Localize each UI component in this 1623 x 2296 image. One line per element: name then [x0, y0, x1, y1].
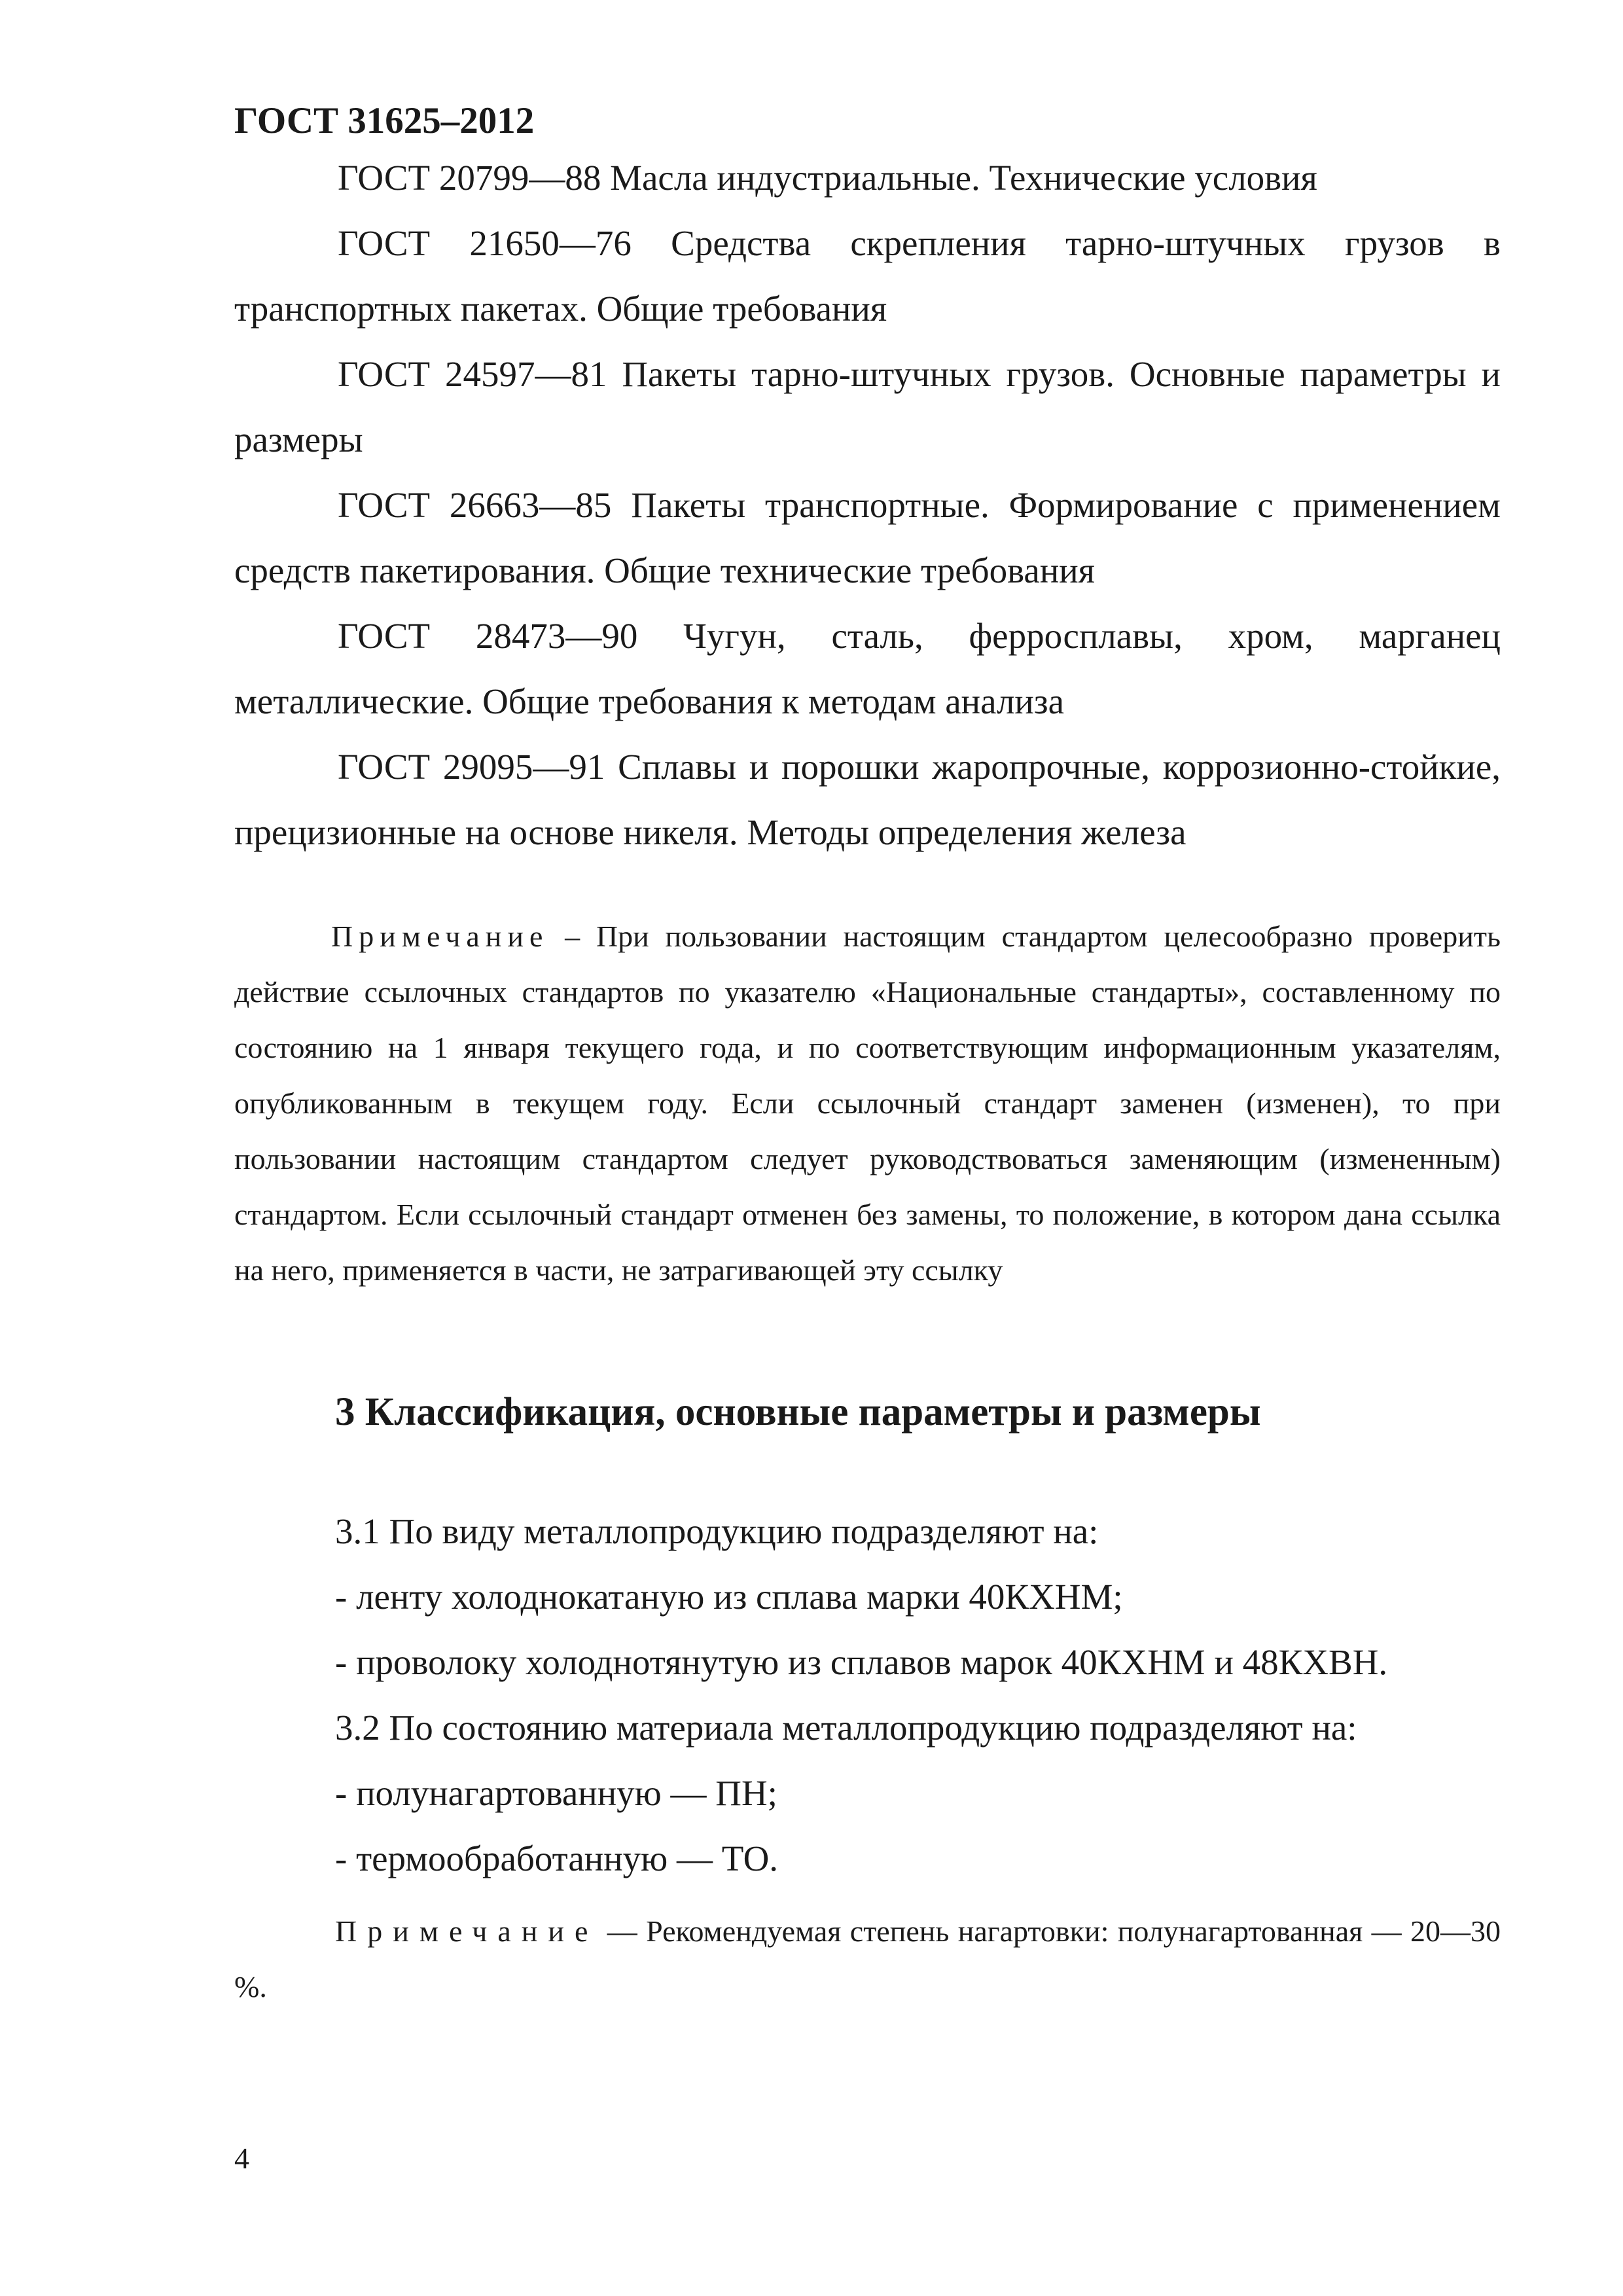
list-item: - проволоку холоднотянутую из сплавов марок 40КХНМ и 48КХВН.: [335, 1642, 1388, 1682]
running-header: ГОСТ 31625–2012: [234, 100, 535, 141]
classification-note: [234, 1903, 1501, 2015]
references-note: [234, 908, 1501, 1298]
note-text: – При пользовании настоящим стандартом целесообразно проверить действие ссылочных стандартов по указателю «Национальные стандарты», составленному по состоянию на 1 января текущего года, и по соответствующим информационным указателям, опубликованным в текущем году. Если ссылочный стандарт заменен (изменен), то при пользовании настоящим стандартом следует руководствоваться заменяющим (измененным) стандартом. Если ссылочный стандарт отменен без замены, то положение, в котором дана ссылка на него, применяется в части, не затрагивающей эту ссылку: [234, 920, 1501, 1287]
section-title: 3 Классификация, основные параметры и размеры: [335, 1390, 1261, 1434]
reference-item: ГОСТ 28473—90 Чугун, сталь, ферросплавы, хром, марганец металлические. Общие требования к методам анализа: [234, 616, 1501, 721]
note-label: Примечание: [335, 1914, 599, 1948]
reference-item: ГОСТ 26663—85 Пакеты транспортные. Формирование с применением средств пакетирования. Общие технические требования: [234, 485, 1501, 590]
note-text: — Рекомендуемая степень нагартовки: полунагартованная — 20—30 %.: [234, 1914, 1501, 2003]
reference-item: ГОСТ 20799—88 Масла индустриальные. Технические условия: [338, 158, 1317, 198]
reference-item: ГОСТ 21650—76 Средства скрепления тарно-штучных грузов в транспортных пакетах. Общие требования: [234, 223, 1501, 329]
reference-item: ГОСТ 29095—91 Сплавы и порошки жаропрочные, коррозионно-стойкие, прецизионные на основе никеля. Методы определения железа: [234, 747, 1501, 852]
list-item: - термообработанную — ТО.: [335, 1839, 779, 1878]
reference-item: ГОСТ 24597—81 Пакеты тарно-штучных грузов. Основные параметры и размеры: [234, 354, 1501, 459]
list-item: - ленту холоднокатаную из сплава марки 40КХНМ;: [335, 1577, 1123, 1617]
clause-3-1: 3.1 По виду металлопродукцию подразделяют на:: [335, 1511, 1099, 1551]
classification-list: [335, 1499, 1387, 1892]
note-label: Примечание: [331, 920, 549, 953]
list-item: - полунагартованную — ПН;: [335, 1773, 777, 1813]
normative-references: [234, 145, 1501, 865]
page-number: 4: [234, 2142, 249, 2175]
clause-3-2: 3.2 По состоянию материала металлопродукцию подразделяют на:: [335, 1708, 1357, 1748]
